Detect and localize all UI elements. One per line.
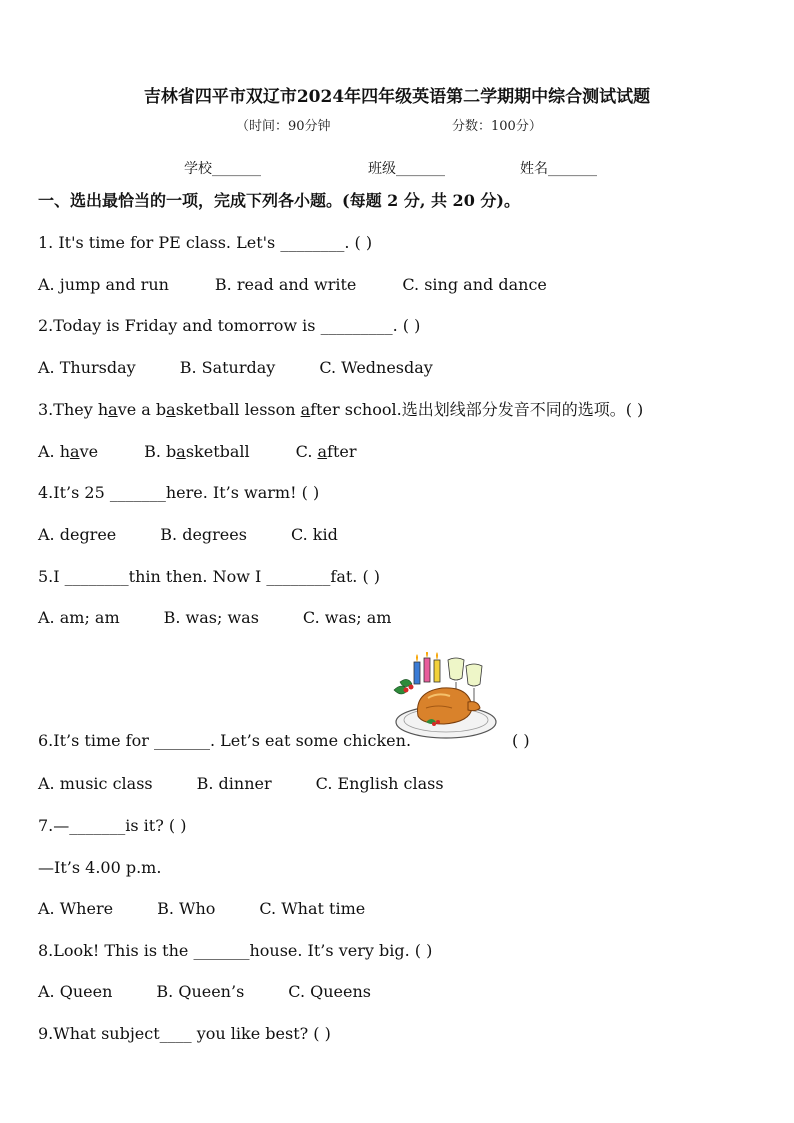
question-2-options <box>38 358 433 378</box>
exam-title: 吉林省四平市双辽市2024年四年级英语第二学期期中综合测试试题 <box>143 87 651 107</box>
option-b: B. Queen’s <box>156 982 245 1001</box>
section-heading: 一、选出最恰当的一项，完成下列各小题。(每题 2 分, 共 20 分)。 <box>38 191 520 210</box>
score-info: 分数：100分） <box>452 119 542 134</box>
question-6-answer-paren: ( ) <box>512 731 530 750</box>
question-3-options <box>38 442 357 462</box>
question-4-options <box>38 525 338 545</box>
question-7-answer: —It’s 4.00 p.m. <box>38 858 162 877</box>
option-a: A. music class <box>38 774 153 793</box>
option-a: A. degree <box>38 525 117 544</box>
option-c: C. What time <box>259 899 366 918</box>
question-7: 7.—_______is it? ( ) <box>38 816 187 835</box>
class-field: 班级_______ <box>368 161 445 177</box>
option-a: A. have <box>38 442 99 461</box>
option-a: A. Queen <box>38 982 113 1001</box>
question-6: 6.It’s time for _______. Let’s eat some chicken. <box>38 731 412 750</box>
stem-text: sketball lesson <box>175 400 301 419</box>
stem-text: ve a b <box>117 400 167 419</box>
option-c: C. kid <box>290 525 338 544</box>
option-c: C. sing and dance <box>402 275 547 294</box>
option-b: B. Who <box>157 899 216 918</box>
question-1-options <box>38 275 547 295</box>
option-c: C. Wednesday <box>319 358 433 377</box>
underlined-letter: a <box>166 400 176 419</box>
option-b: B. Saturday <box>179 358 276 377</box>
underlined-letter: a <box>300 400 311 419</box>
option-a: A. Thursday <box>38 358 136 377</box>
question-5-options <box>38 608 391 628</box>
option-b: B. was; was <box>163 608 259 627</box>
option-a: A. jump and run <box>38 275 169 294</box>
question-7-options <box>38 899 365 919</box>
option-a: A. Where <box>38 899 114 918</box>
option-b: B. read and write <box>214 275 357 294</box>
stem-text: 3.They h <box>38 400 109 419</box>
stem-text: fter school.选出划线部分发音不同的选项。( ) <box>310 400 644 419</box>
question-4: 4.It’s 25 _______here. It’s warm! ( ) <box>38 483 320 502</box>
question-1: 1. It's time for PE class. Let's ________. ( ) <box>38 233 373 252</box>
option-a: A. am; am <box>38 608 120 627</box>
name-field: 姓名_______ <box>520 161 597 177</box>
option-c: C. Queens <box>288 982 371 1001</box>
question-3 <box>38 400 643 420</box>
option-c: C. after <box>295 442 357 461</box>
question-9: 9.What subject____ you like best? ( ) <box>38 1024 331 1043</box>
school-field: 学校_______ <box>184 161 261 177</box>
question-8-options <box>38 982 371 1002</box>
question-5: 5.I ________thin then. Now I ________fat. ( ) <box>38 567 381 586</box>
question-6-options <box>38 774 444 794</box>
question-8: 8.Look! This is the _______house. It’s very big. ( ) <box>38 941 433 960</box>
option-c: C. was; am <box>302 608 392 627</box>
option-b: B. degrees <box>160 525 247 544</box>
option-b: B. dinner <box>196 774 272 793</box>
option-c: C. English class <box>315 774 444 793</box>
option-b: B. basketball <box>144 442 250 461</box>
question-2: 2.Today is Friday and tomorrow is _________. ( ) <box>38 316 421 335</box>
underlined-letter: a <box>108 400 118 419</box>
time-info: （时间：90分钟 <box>236 119 331 134</box>
